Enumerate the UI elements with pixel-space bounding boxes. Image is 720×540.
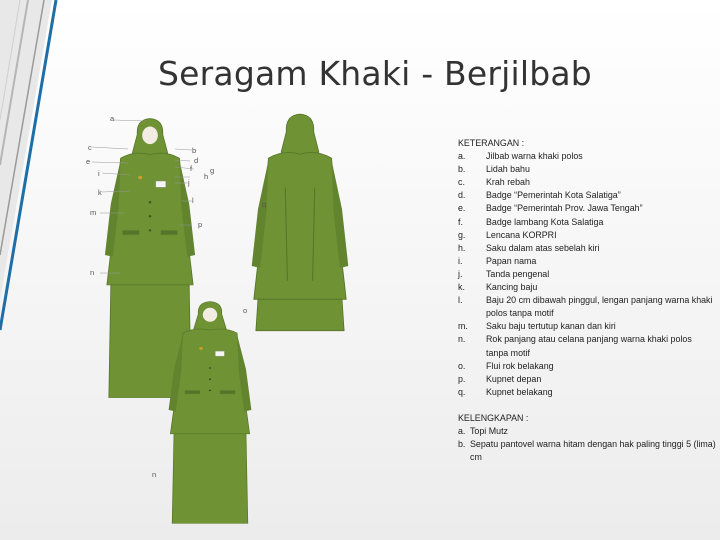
figure-label-d: d [194,156,199,165]
list-item: l. Baju 20 cm dibawah pinggul, lengan panjang warna khaki polos tanpa motif [458,295,713,319]
list-item: d. Badge “Pemerintah Kota Salatiga” [458,190,621,201]
slide-title: Seragam Khaki - Berjilbab [158,54,592,93]
list-item: f. Badge lambang Kota Salatiga [458,216,604,227]
figure-label-q: q [262,200,267,209]
figure-label-g: g [210,166,215,175]
uniform-back-figure [252,114,349,331]
figure-label-f: f [190,164,193,173]
figure-label-o: o [243,306,248,315]
figure-label-b: b [192,146,197,155]
decorative-edge-lines [0,0,60,540]
list-item: b. Sepatu pantovel warna hitam dengan hak paling tinggi 5 (lima) cm [458,439,716,463]
uniform-illustration [80,105,450,535]
list-item: m. Saku baju tertutup kanan dan kiri [458,321,616,332]
figure-label-h: h [204,172,209,181]
keterangan-list [458,150,716,399]
list-item: a. Jilbab warna khaki polos [458,151,583,162]
list-item: b. Lidah bahu [458,164,530,175]
list-item: a. Topi Mutz [458,425,508,436]
list-item: o. Flui rok belakang [458,360,554,371]
list-item: i. Papan nama [458,255,537,266]
kelengkapan-list [458,425,716,464]
figure-label-m: m [90,208,97,217]
figure-label-c: c [88,143,92,152]
list-item: n. Rok panjang atau celana panjang warna khaki polos tanpa motif [458,334,692,358]
figure-label-a: a [110,114,115,123]
figure-label-n: n [90,268,95,277]
list-item: p. Kupnet depan [458,373,542,384]
legend-panel [458,137,716,464]
kelengkapan-heading: KELENGKAPAN : [458,412,529,423]
figure-label-n-2: n [152,470,157,479]
figure-label-i: i [98,169,100,178]
keterangan-heading: KETERANGAN : [458,138,525,148]
figure-label-l: l [192,196,194,205]
list-item: c. Krah rebah [458,177,530,188]
list-item: e. Badge “Pemerintah Prov. Jawa Tengah” [458,203,643,214]
list-item: k. Kancing baju [458,282,538,293]
list-item: j. Tanda pengenal [458,268,550,279]
list-item: g. Lencana KORPRI [458,229,557,240]
figure-label-j: j [188,178,190,187]
figure-label-p: p [198,220,203,229]
list-item: q. Kupnet belakang [458,386,553,397]
list-item: h. Saku dalam atas sebelah kiri [458,242,600,253]
figure-label-e: e [86,157,91,166]
figure-label-k: k [98,188,102,197]
